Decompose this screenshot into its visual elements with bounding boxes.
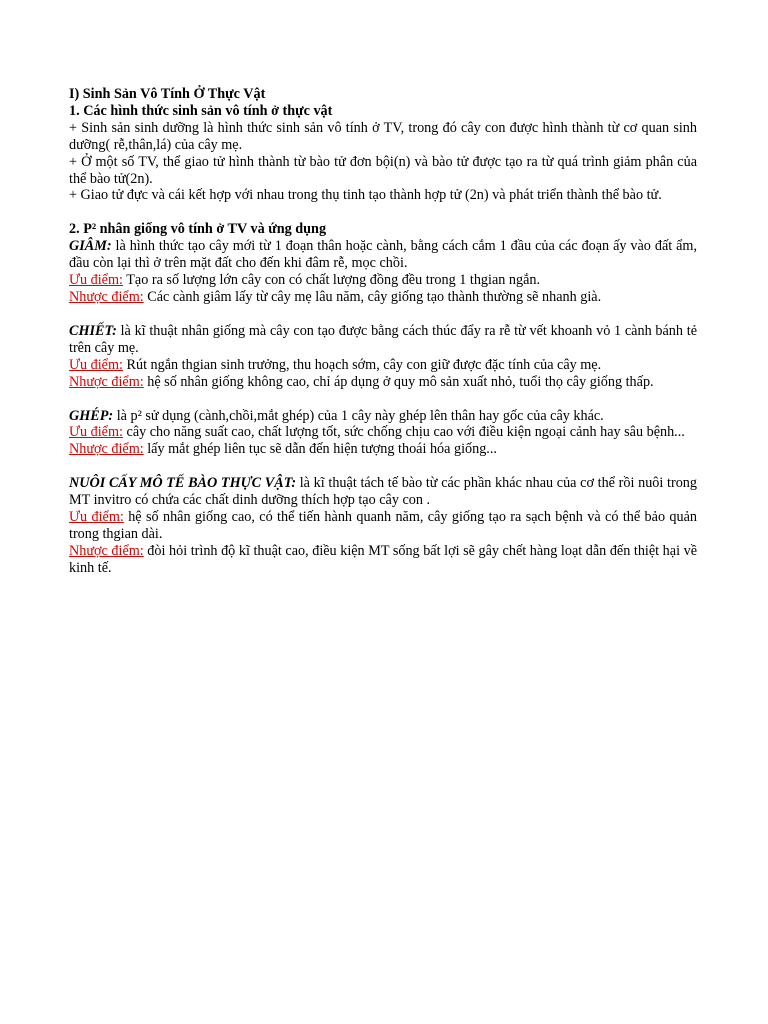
pro-label: Ưu điểm: bbox=[69, 356, 123, 373]
method-pro bbox=[69, 272, 697, 289]
con-text: lấy mắt ghép liên tục sẽ dẫn đến hiện tượng thoái hóa giống... bbox=[143, 441, 497, 458]
method-definition-text: là kĩ thuật tách tế bào từ các phần khác nhau của cơ thể rồi nuôi trong MT invitro có chứa các chất dinh dưỡng thích hợp tạo cây con . bbox=[69, 475, 697, 509]
pro-label: Ưu điểm: bbox=[69, 272, 123, 289]
section1-bullet: + Giao tử đực và cái kết hợp với nhau trong thụ tinh tạo thành hợp tử (2n) và phát triển thành thể bào tử. bbox=[69, 187, 662, 204]
con-label: Nhược điểm: bbox=[69, 288, 144, 305]
pro-text: Rút ngắn thgian sinh trưởng, thu hoạch sớm, cây con giữ được đặc tính của cây mẹ. bbox=[122, 356, 602, 373]
con-text: hệ số nhân giống không cao, chỉ áp dụng ở quy mô sản xuất nhỏ, tuổi thọ cây giống thấp. bbox=[143, 373, 654, 390]
method-definition-text: là kĩ thuật nhân giống mà cây con tạo được bằng cách thúc đẩy ra rễ từ vết khoanh vỏ 1 cành bánh tẻ trên cây mẹ. bbox=[69, 322, 697, 356]
pro-label: Ưu điểm: bbox=[69, 509, 124, 526]
method-definition bbox=[69, 408, 697, 425]
spacer bbox=[69, 306, 697, 323]
method-pro bbox=[69, 509, 697, 543]
section1-heading: 1. Các hình thức sinh sản vô tính ở thực vật bbox=[69, 102, 333, 119]
method-con bbox=[69, 289, 697, 306]
pro-text: hệ số nhân giống cao, có thể tiến hành quanh năm, cây giống tạo ra sạch bệnh và có thể bảo quản trong thgian dài. bbox=[69, 509, 697, 542]
method-definition-text: là hình thức tạo cây mới từ 1 đoạn thân hoặc cành, bằng cách cắm 1 đầu của các đoạn ấy vào đất ẩm, đầu còn lại thì ở trên mặt đất cho đến khi đâm rễ, mọc chồi. bbox=[69, 238, 697, 272]
method-pro bbox=[69, 424, 697, 441]
method-term: GIÂM: bbox=[69, 238, 112, 255]
method-definition bbox=[69, 323, 697, 357]
con-label: Nhược điểm: bbox=[69, 542, 144, 559]
con-text: Các cành giâm lấy từ cây mẹ lâu năm, cây giống tạo thành thường sẽ nhanh già. bbox=[143, 288, 602, 305]
method-definition bbox=[69, 475, 697, 509]
con-label: Nhược điểm: bbox=[69, 373, 144, 390]
spacer bbox=[69, 391, 697, 408]
section1-bullet: + Ở một số TV, thể giao tử hình thành từ bào tử đơn bội(n) và bào tử được tạo ra từ quá trình giảm phân của thể bào tử(2n). bbox=[69, 153, 697, 187]
con-label: Nhược điểm: bbox=[69, 441, 144, 458]
pro-text: cây cho năng suất cao, chất lượng tốt, sức chống chịu cao với điều kiện ngoại cảnh hay sâu bệnh... bbox=[122, 424, 685, 441]
document-title: I) Sinh Sản Vô Tính Ở Thực Vật bbox=[69, 86, 266, 102]
method-con bbox=[69, 543, 697, 577]
method-con bbox=[69, 374, 697, 391]
method-definition bbox=[69, 238, 697, 272]
method-definition-text: là p² sử dụng (cành,chồi,mắt ghép) của 1 cây này ghép lên thân hay gốc của cây khác. bbox=[113, 407, 604, 424]
section2-heading: 2. P² nhân giống vô tính ở TV và ứng dụng bbox=[69, 221, 327, 238]
spacer bbox=[69, 458, 697, 475]
section1-bullet: + Sinh sản sinh dưỡng là hình thức sinh sản vô tính ở TV, trong đó cây con được hình thành từ cơ quan sinh dưỡng( rễ,thân,lá) của cây mẹ. bbox=[69, 119, 697, 153]
document-page bbox=[69, 86, 697, 577]
method-term: GHÉP: bbox=[69, 407, 114, 424]
spacer bbox=[69, 204, 697, 221]
method-term: NUÔI CẤY MÔ TẾ BÀO THỰC VẬT: bbox=[69, 475, 297, 492]
con-text: đòi hỏi trình độ kĩ thuật cao, điều kiện MT sống bất lợi sẽ gây chết hàng loạt dẫn đến thiệt hại về kinh tế. bbox=[69, 542, 697, 576]
pro-text: Tạo ra số lượng lớn cây con có chất lượng đồng đều trong 1 thgian ngắn. bbox=[122, 272, 541, 289]
method-con bbox=[69, 441, 697, 458]
method-term: CHIẾT: bbox=[69, 322, 117, 339]
pro-label: Ưu điểm: bbox=[69, 424, 123, 441]
method-pro bbox=[69, 357, 697, 374]
